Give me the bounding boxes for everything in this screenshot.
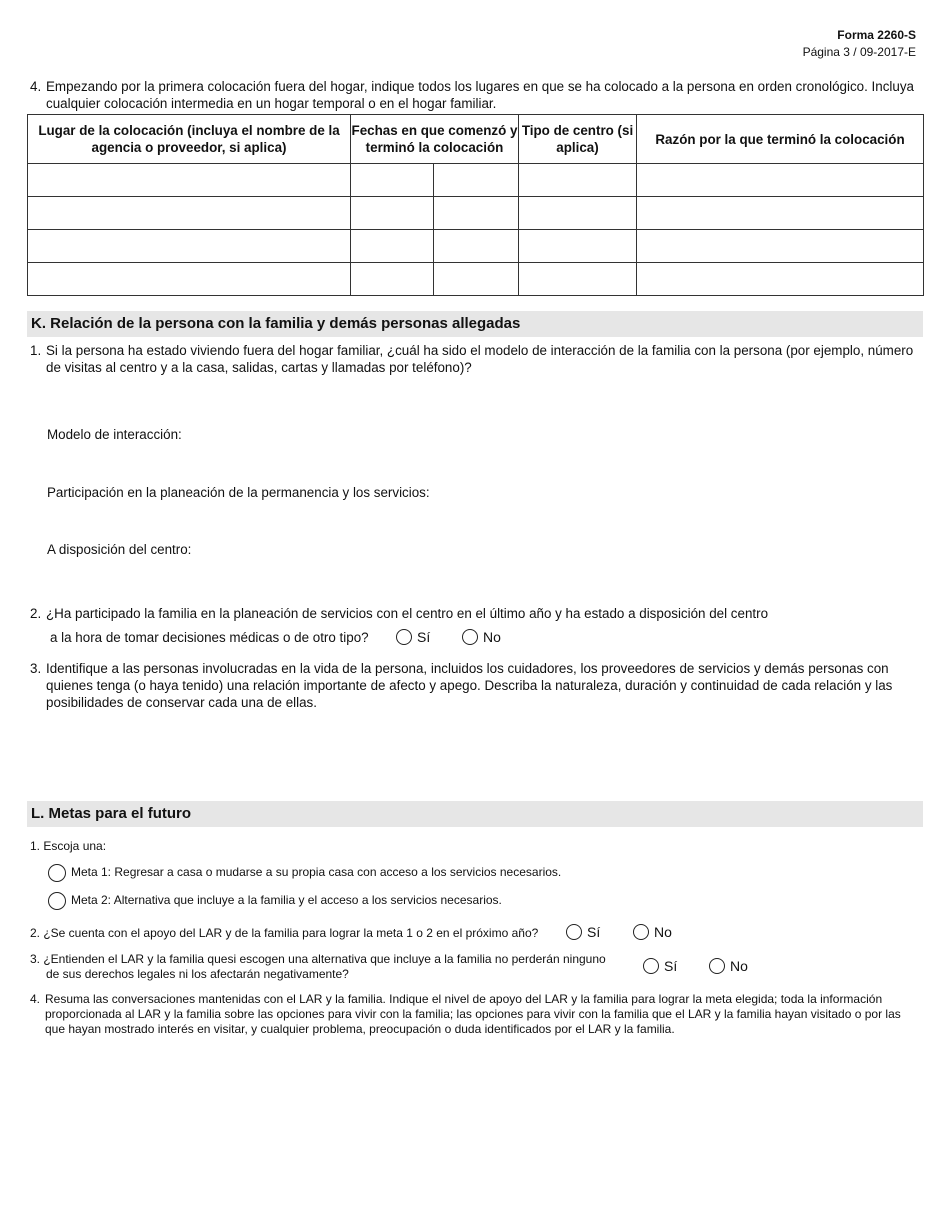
section-k-q1 (30, 342, 915, 376)
center-type-cell[interactable] (519, 197, 637, 230)
section-l-title-text: L. Metas para el futuro (31, 805, 192, 822)
center-type-cell[interactable] (519, 230, 637, 263)
section-l-title (27, 801, 923, 827)
start-date-cell[interactable] (351, 164, 434, 197)
form-number: Forma 2260-S (837, 28, 916, 42)
k-q2-number: 2. (30, 606, 42, 621)
page-info: Página 3 / 09-2017-E (802, 45, 916, 59)
table-row (28, 230, 924, 263)
end-reason-cell[interactable] (637, 230, 924, 263)
placement-table-header (28, 115, 924, 164)
l-q2-yes-option[interactable] (566, 924, 600, 941)
end-date-cell[interactable] (434, 263, 519, 296)
radio-icon[interactable] (709, 958, 725, 974)
start-date-cell[interactable] (351, 230, 434, 263)
availability-label: A disposición del centro: (47, 542, 192, 557)
place-cell[interactable] (28, 230, 351, 263)
l-q4-number: 4. (30, 992, 41, 1006)
l-q4-text: Resuma las conversaciones mantenidas con el LAR y la familia. Indique el nivel de apoyo del LAR y la familia para lograr la meta elegida; toda la información proporcionada al LAR y la familia sobre las opciones para vivir con la familia; las opciones para vivir con la familia que el LAR y la familia hayan visitado o por las que hayan mostrado interés en visitar, y cualquier problema, preocupación o duda identificados por el LAR y la familia. (45, 992, 901, 1036)
item-4-text: Empezando por la primera colocación fuera del hogar, indique todos los lugares en que se ha colocado a la persona en orden cronológico. Incluya cualquier colocación intermedia en un hogar temporal o en el hogar familiar. (46, 79, 914, 111)
radio-icon[interactable] (462, 629, 478, 645)
end-reason-cell[interactable] (637, 197, 924, 230)
l-q2-no-option[interactable] (633, 924, 672, 941)
goal-2-label: Meta 2: Alternativa que incluye a la familia y el acceso a los servicios necesarios. (71, 893, 502, 908)
end-date-cell[interactable] (434, 197, 519, 230)
section-k-q3 (30, 660, 915, 711)
l-q2-text: 2. ¿Se cuenta con el apoyo del LAR y de la familia para lograr la meta 1 o 2 en el próximo año? (30, 926, 539, 940)
k-q2-no-option[interactable] (462, 629, 501, 646)
radio-icon[interactable] (566, 924, 582, 940)
center-type-cell[interactable] (519, 263, 637, 296)
k-q2-yes-option[interactable] (396, 629, 430, 646)
header-place: Lugar de la colocación (incluya el nombre de la agencia o proveedor, si aplica) (28, 115, 351, 164)
goal-1-label: Meta 1: Regresar a casa o mudarse a su propia casa con acceso a los servicios necesarios. (71, 865, 562, 880)
end-date-cell[interactable] (434, 230, 519, 263)
k-q3-text: Identifique a las personas involucradas en la vida de la persona, incluidos los cuidadores, los proveedores de servicios y demás personas con quienes tenga (o haya tenido) una relación importante de afecto y apego. Describa la naturaleza, duración y continuidad de cada relación y las posibilidades de conservar cada una de ellas. (46, 661, 893, 710)
l-q3-no-option[interactable] (709, 958, 748, 975)
k-q2-yes-label: Sí (417, 629, 431, 645)
item-4-number: 4. (30, 79, 42, 94)
l-q1-text: 1. Escoja una: (30, 839, 107, 853)
l-q3-yes-label: Sí (664, 958, 678, 974)
table-row (28, 263, 924, 296)
table-row (28, 164, 924, 197)
item-4 (30, 78, 915, 112)
k-q2-text-line1: ¿Ha participado la familia en la planeación de servicios con el centro en el último año y ha estado a disposición del centro (46, 606, 769, 621)
k-q1-text: Si la persona ha estado viviendo fuera del hogar familiar, ¿cuál ha sido el modelo de interacción de la familia con la persona (por ejemplo, número de visitas al centro y a la casa, salidas, cartas y llamadas por teléfono)? (46, 343, 914, 375)
l-q3-text-line1: 3. ¿Entienden el LAR y la familia quesi escogen una alternativa que incluye a la familia no perderán ninguno (30, 952, 606, 966)
header-end-reason: Razón por la que terminó la colocación (637, 115, 924, 164)
radio-icon[interactable] (48, 892, 66, 910)
goal-2-option[interactable] (48, 892, 502, 910)
section-l-q4 (30, 992, 915, 1037)
participation-label: Participación en la planeación de la permanencia y los servicios: (47, 485, 430, 500)
placement-table (27, 114, 924, 296)
end-reason-cell[interactable] (637, 164, 924, 197)
radio-icon[interactable] (633, 924, 649, 940)
l-q3-text-line2: de sus derechos legales ni los afectarán negativamente? (46, 967, 349, 981)
l-q2-yes-label: Sí (587, 924, 601, 940)
section-k-q2 (30, 605, 915, 622)
end-date-cell[interactable] (434, 164, 519, 197)
k-q2-text-line2: a la hora de tomar decisiones médicas o de otro tipo? (50, 630, 369, 645)
end-reason-cell[interactable] (637, 263, 924, 296)
radio-icon[interactable] (643, 958, 659, 974)
k-q2-no-label: No (483, 629, 501, 645)
start-date-cell[interactable] (351, 197, 434, 230)
interaction-model-label: Modelo de interacción: (47, 427, 182, 442)
radio-icon[interactable] (396, 629, 412, 645)
place-cell[interactable] (28, 164, 351, 197)
k-q3-number: 3. (30, 661, 42, 676)
k-q1-number: 1. (30, 343, 42, 358)
radio-icon[interactable] (48, 864, 66, 882)
goal-1-option[interactable] (48, 864, 561, 882)
table-row (28, 197, 924, 230)
l-q2-no-label: No (654, 924, 672, 940)
l-q3-yes-option[interactable] (643, 958, 677, 975)
place-cell[interactable] (28, 197, 351, 230)
header-center-type: Tipo de centro (si aplica) (519, 115, 637, 164)
section-k-title (27, 311, 923, 337)
center-type-cell[interactable] (519, 164, 637, 197)
l-q3-no-label: No (730, 958, 748, 974)
place-cell[interactable] (28, 263, 351, 296)
start-date-cell[interactable] (351, 263, 434, 296)
header-dates: Fechas en que comenzó y terminó la colocación (351, 115, 519, 164)
section-k-title-text: K. Relación de la persona con la familia y demás personas allegadas (31, 315, 521, 332)
